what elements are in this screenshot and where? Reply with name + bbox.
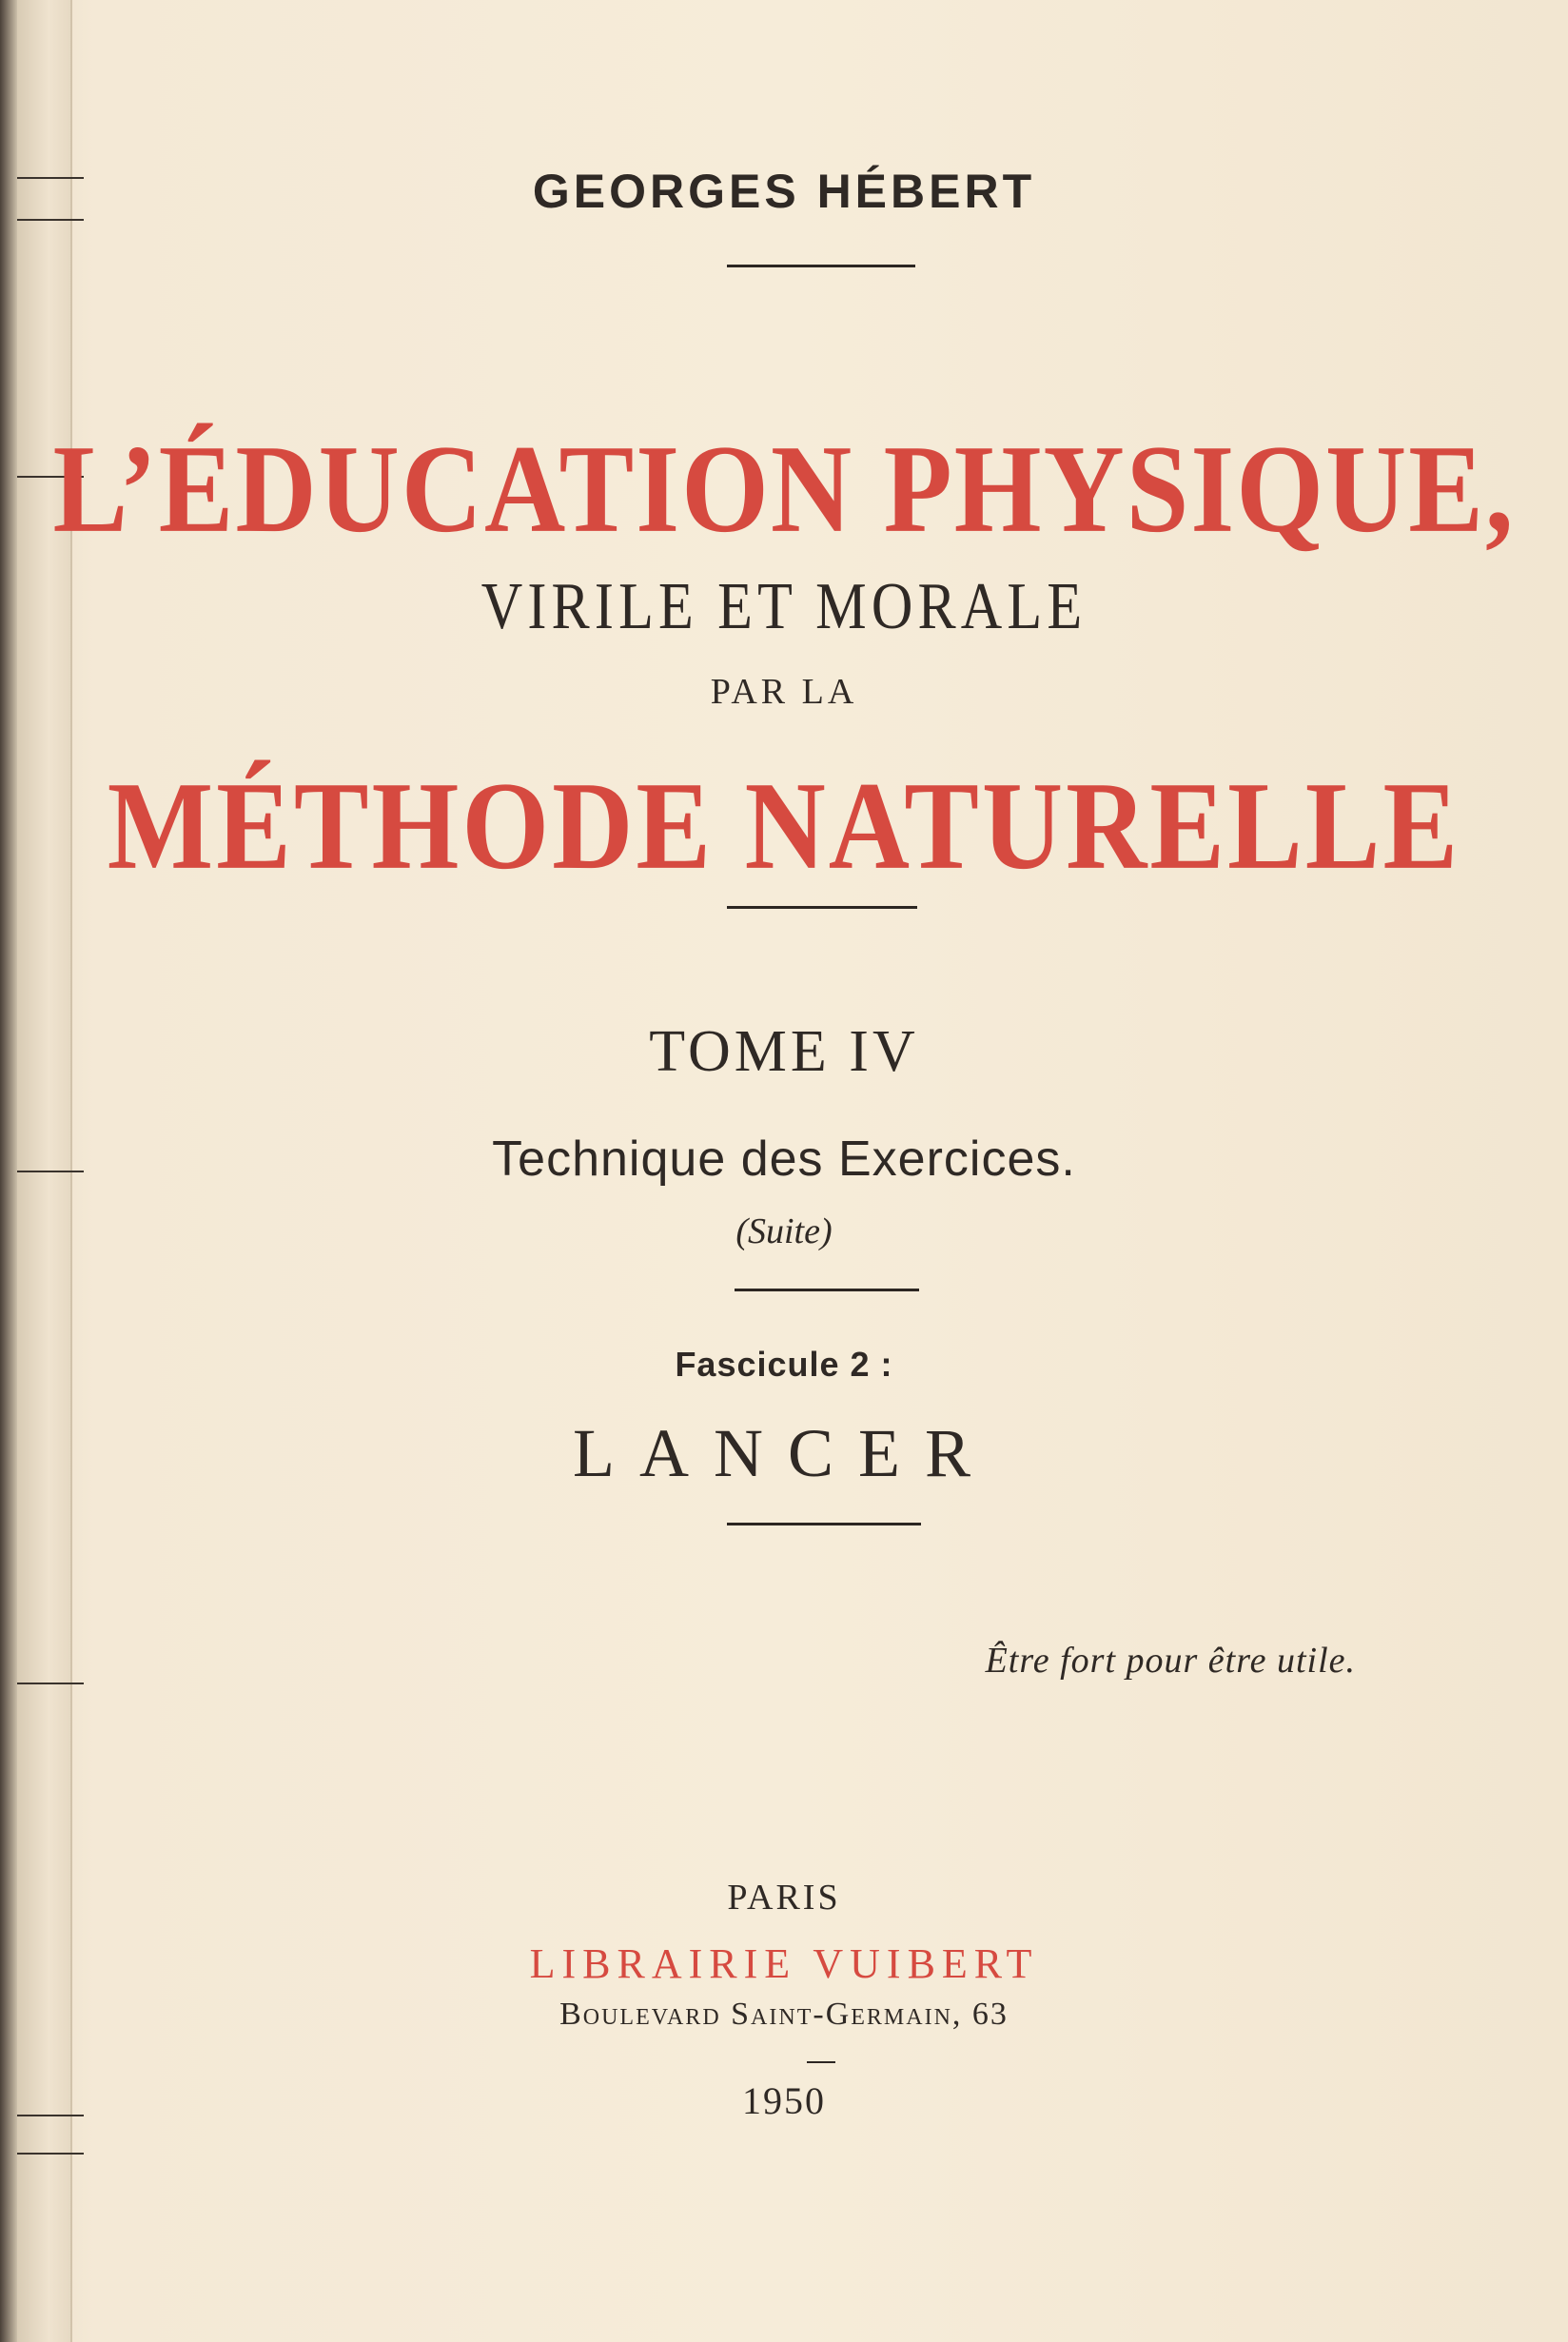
- divider-rule: [727, 265, 915, 267]
- title-line-2: VIRILE ET MORALE: [480, 570, 1088, 643]
- title-line-1: L’ÉDUCATION PHYSIQUE,: [52, 419, 1516, 559]
- motto: Être fort pour être utile.: [985, 1641, 1356, 1681]
- publisher-name: LIBRAIRIE VUIBERT: [529, 1940, 1039, 1987]
- divider-rule: [735, 1289, 919, 1291]
- divider-rule: [727, 906, 917, 909]
- fascicule-label: Fascicule 2 :: [675, 1345, 893, 1384]
- spine-rule: [17, 219, 84, 221]
- subtitle-note: (Suite): [735, 1211, 833, 1251]
- spine-rule: [17, 2153, 84, 2155]
- title-line-3: PAR LA: [710, 672, 858, 712]
- divider-rule: [807, 2061, 835, 2063]
- author-name: GEORGES HÉBERT: [532, 165, 1036, 218]
- title-line-4: MÉTHODE NATURELLE: [107, 756, 1461, 895]
- publication-year: 1950: [742, 2079, 826, 2122]
- publisher-city: PARIS: [727, 1878, 841, 1918]
- spine-rule: [17, 1683, 84, 1684]
- tome-number: TOME IV: [649, 1019, 919, 1084]
- publisher-address: Boulevard Saint-Germain, 63: [559, 1997, 1009, 2032]
- subtitle: Technique des Exercices.: [492, 1132, 1076, 1187]
- divider-rule: [727, 1523, 921, 1525]
- fascicule-title: LANCER: [573, 1415, 995, 1491]
